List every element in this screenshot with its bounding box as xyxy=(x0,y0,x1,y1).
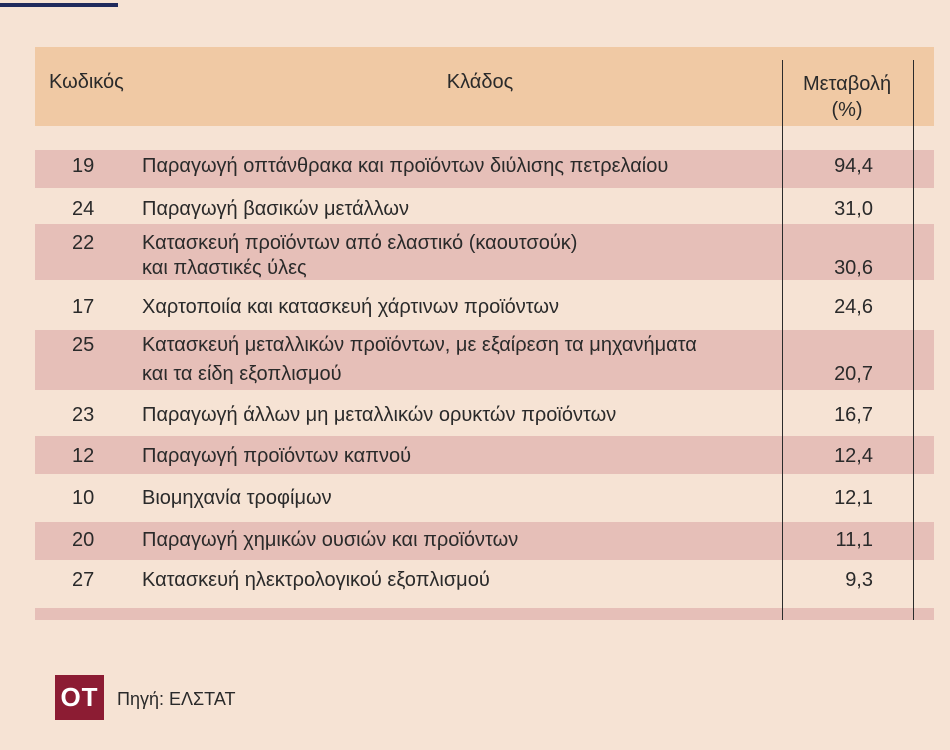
table-row xyxy=(35,224,934,280)
row-value: 24,6 xyxy=(834,296,873,318)
row-code: 10 xyxy=(72,487,95,509)
table-row xyxy=(35,474,934,522)
table-row xyxy=(35,280,934,330)
header-sector: Κλάδος xyxy=(446,71,514,93)
row-code: 20 xyxy=(72,529,95,551)
row-sector: Χαρτοποιία και κατασκευή χάρτινων προϊόντων xyxy=(142,296,560,318)
row-sector: Παραγωγή άλλων μη μεταλλικών ορυκτών προϊόντων xyxy=(142,404,617,426)
row-sector: Κατασκευή προϊόντων από ελαστικό (καουτσούκ) xyxy=(142,232,578,254)
row-sector: Κατασκευή ηλεκτρολογικού εξοπλισμού xyxy=(142,569,490,591)
row-sector-cont: και τα είδη εξοπλισμού xyxy=(142,363,342,385)
row-sector: Παραγωγή βασικών μετάλλων xyxy=(142,198,409,220)
table-row xyxy=(35,390,934,436)
row-value: 31,0 xyxy=(834,198,873,220)
row-sector: Κατασκευή μεταλλικών προϊόντων, με εξαίρεση τα μηχανήματα xyxy=(142,334,697,356)
row-sector: Βιομηχανία τροφίμων xyxy=(142,487,332,509)
row-value: 94,4 xyxy=(834,155,873,177)
row-value: 30,6 xyxy=(834,257,873,279)
ot-logo: ΟΤ xyxy=(55,675,104,720)
row-value: 9,3 xyxy=(845,569,873,591)
row-code: 25 xyxy=(72,334,95,356)
header-code: Κωδικός xyxy=(49,71,124,93)
row-sector: Παραγωγή χημικών ουσιών και προϊόντων xyxy=(142,529,519,551)
row-code: 23 xyxy=(72,404,95,426)
table-footer-band xyxy=(35,608,934,620)
table-row xyxy=(35,436,934,474)
row-code: 24 xyxy=(72,198,95,220)
header-change-unit: (%) xyxy=(831,99,863,121)
row-value: 11,1 xyxy=(835,529,873,551)
source-text: Πηγή: ΕΛΣΤΑΤ xyxy=(117,689,236,709)
table-row xyxy=(35,188,934,224)
header-change xyxy=(787,71,907,123)
row-code: 19 xyxy=(72,155,95,177)
row-value: 12,1 xyxy=(834,487,873,509)
row-sector: Παραγωγή οπτάνθρακα και προϊόντων διύλισης πετρελαίου xyxy=(142,155,669,177)
row-value: 20,7 xyxy=(834,363,873,385)
table-row xyxy=(35,560,934,608)
column-divider-right xyxy=(913,60,914,620)
top-accent-line xyxy=(0,3,118,7)
row-sector-cont: και πλαστικές ύλες xyxy=(142,257,307,279)
row-code: 12 xyxy=(72,445,95,467)
data-table xyxy=(35,47,934,620)
table-row xyxy=(35,522,934,560)
row-code: 22 xyxy=(72,232,95,254)
column-divider-left xyxy=(782,60,783,620)
row-value: 12,4 xyxy=(834,445,873,467)
table-row xyxy=(35,150,934,188)
table-header xyxy=(35,47,934,126)
header-change-label: Μεταβολή xyxy=(802,73,892,95)
row-value: 16,7 xyxy=(834,404,873,426)
row-code: 17 xyxy=(72,296,95,318)
row-sector: Παραγωγή προϊόντων καπνού xyxy=(142,445,412,467)
row-code: 27 xyxy=(72,569,95,591)
table-row xyxy=(35,330,934,390)
